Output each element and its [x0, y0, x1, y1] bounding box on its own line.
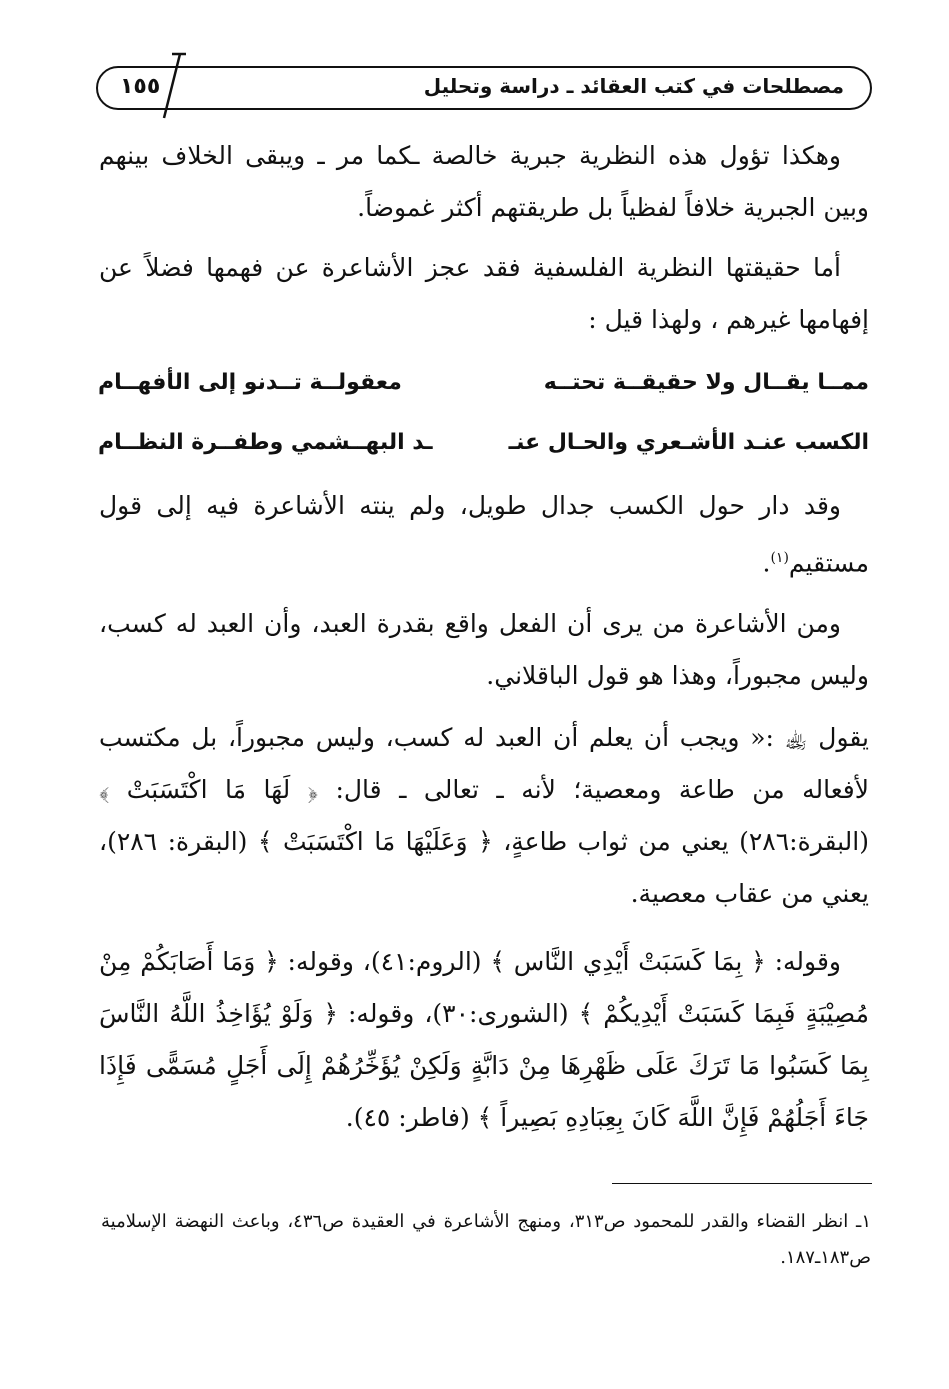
- verse-2-second-hemistich: ـد البهــشمي وطفــرة النظــام: [98, 430, 433, 455]
- verse-2-first-hemistich: الكسب عنـد الأشـعري والحـال عنـ: [508, 430, 869, 455]
- book-title: مصطلحات في كتب العقائد ـ دراسة وتحليل: [423, 74, 844, 98]
- paragraph-1: وهكذا تؤول هذه النظرية جبرية خالصة ـكما مر ـ ويبقى الخلاف بينهم وبين الجبرية خلافاً لفظياً بل طريقتهم أكثر غموضاً.: [99, 141, 869, 222]
- paragraph-4: ومن الأشاعرة من يرى أن الفعل واقع بقدرة العبد، وأن العبد له كسب، وليس مجبوراً، وهذا هو قول الباقلاني.: [99, 609, 869, 690]
- footnote-separator: [612, 1183, 872, 1184]
- verse-1-first-hemistich: ممــا يقــال ولا حقيقــة تحتــه: [543, 370, 869, 395]
- paragraph-3: وقد دار حول الكسب جدال طويل، ولم ينته الأشاعرة فيه إلى قول مستقيم$^{(١)}$.: [99, 491, 869, 578]
- verse-1-second-hemistich: معقولــة تــدنو إلى الأفهــام: [98, 370, 402, 395]
- header-divider-icon: [150, 52, 190, 122]
- paragraph-6: وقوله: ﴿ بِمَا كَسَبَتْ أَيْدِي النَّاس ﴾ (الروم:٤١)، وقوله: ﴿ وَمَا أَصَابَكُمْ مِنْ مُصِيْبَةٍ فَبِمَا كَسَبَتْ أَيْدِيكُمْ ﴾ (الشورى:٣٠)، وقوله: ﴿ وَلَوْ يُؤَاخِذُ اللَّهُ النَّاسَ بِمَا كَسَبُوا مَا تَرَكَ عَلَى ظَهْرِهَا مِنْ دَابَّةٍ وَلَكِنْ يُؤَخِّرُهُمْ إِلَى أَجَلٍ مُسَمًّى فَإِذَا جَاءَ أَجَلُهُمْ فَإِنَّ اللَّهَ كَانَ بِعِبَادِهِ بَصِيراً ﴾ (فاطر: ٤٥).: [99, 947, 869, 1132]
- page-number: ١٥٥: [120, 74, 161, 99]
- running-header: [96, 66, 872, 110]
- footnote-ref: (١): [770, 550, 789, 566]
- footnote: ١ـ انظر القضاء والقدر للمحمود ص٣١٣، ومنهج الأشاعرة في العقيدة ص٤٣٦، وباعث النهضة الإسلامية ص١٨٣ـ١٨٧.: [101, 1211, 871, 1268]
- paragraph-5: يقول ﵀ :« ويجب أن يعلم أن العبد له كسب، وليس مجبوراً، بل مكتسب لأفعاله من طاعة ومعصية؛ لأنه ـ تعالى ـ قال: ﴿ لَهَا مَا اكْتَسَبَتْ ﴾ (البقرة:٢٨٦) يعني من ثواب طاعةٍ، ﴿ وَعَلَيْهَا مَا اكْتَسَبَتْ ﴾ (البقرة: ٢٨٦)، يعني من عقاب معصية.: [99, 723, 869, 908]
- paragraph-2: أما حقيقتها النظرية الفلسفية فقد عجز الأشاعرة عن فهمها فضلاً عن إفهامها غيرهم ، ولهذا قيل :: [99, 253, 869, 334]
